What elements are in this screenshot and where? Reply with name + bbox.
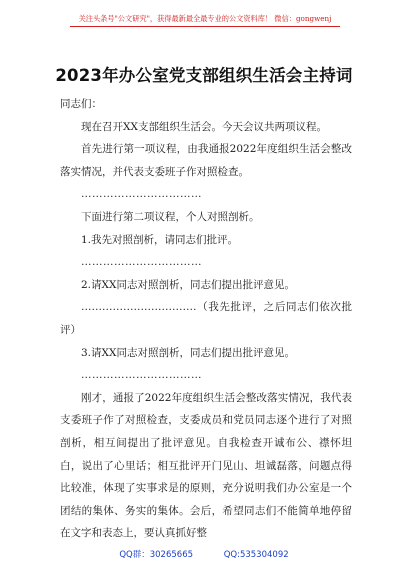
- paragraph-opening: 现在召开XX支部组织生活会。今天会议共两项议程。: [81, 120, 327, 133]
- paragraph-summary: 刚才，通报了2022年度组织生活会整改落实情况，我代表支委班子作了对照检查，支委成员和党员同志逐个进行了对照剖析，相互间提出了批评意见。自我检查开诚布公、襟怀坦白，说出了心里话；相互批评开门见山、坦诚磊落，问题点得比较准，体现了实事求是的原则，充分说明我们办公室是一个团结的集体、务实的集体。会后，希望同志们不能简单地停留在文字和表态上，要认真抓好整: [60, 391, 352, 540]
- paragraph-agenda-two: 下面进行第二项议程，个人对照剖析。: [81, 210, 260, 223]
- header-banner: 关注头条号"公文研究"，获得最新最全最专业的公文资料库！ 微信：gongwenj: [70, 14, 340, 27]
- paragraph-item-3: 3.请XX同志对照剖析，同志们提出批评意见。: [81, 346, 295, 359]
- paragraph-item-1: 1.我先对照剖析，请同志们批评。: [81, 233, 239, 246]
- paragraph-item-2-note: ……………………………（我先批评，之后同志们依次批评）: [60, 301, 352, 336]
- ellipsis-line: ……………………………: [81, 256, 202, 269]
- footer-qq: QQ:535304092: [223, 550, 289, 560]
- paragraph-item-2: 2.请XX同志对照剖析，同志们提出批评意见。: [81, 278, 295, 291]
- salutation: 同志们：: [60, 98, 102, 110]
- footer-qq-group: QQ群：30265665: [119, 550, 194, 560]
- ellipsis-line: ……………………………: [81, 369, 202, 382]
- document-title: 2023年办公室党支部组织生活会主持词: [55, 66, 353, 85]
- footer-contact: [0, 548, 408, 560]
- ellipsis-line: ……………………………: [81, 188, 202, 201]
- document-body: [60, 93, 352, 545]
- paragraph-agenda-one: 首先进行第一项议程，由我通报2022年度组织生活会整改落实情况，并代表支委班子作对照检查。: [60, 143, 352, 178]
